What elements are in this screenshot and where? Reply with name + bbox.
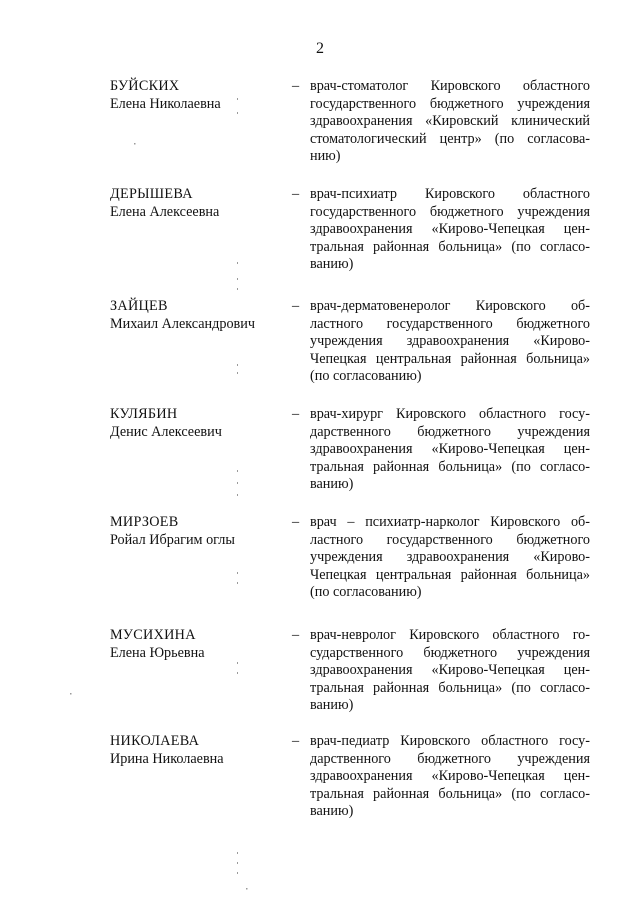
person-name	[110, 514, 280, 549]
dash-separator: –	[292, 406, 300, 422]
dash-separator: –	[292, 298, 300, 314]
position-description: врач-стоматолог Кировского областного государственного бюджетного учреждения здравоохранения «Кировский клинический стоматологический центр» (по согласова-нию)	[310, 78, 590, 164]
surname: ЗАЙЦЕВ	[110, 298, 168, 314]
position-description: врач-психиатр Кировского областного государственного бюджетного учреждения здравоохранения «Кирово-Чепецкая цен-тральная районная больница» (по согласо-ванию)	[310, 186, 590, 272]
person-name	[110, 78, 280, 113]
dash-separator: –	[292, 514, 300, 530]
position-description: врач-хирург Кировского областного госу-дарственного бюджетного учреждения здравоохранения «Кирово-Чепецкая цен-тральная районная больница» (по согласо-ванию)	[310, 406, 590, 492]
given-names: Денис Алексеевич	[110, 423, 222, 440]
surname: МУСИХИНА	[110, 627, 196, 643]
dash-separator: –	[292, 627, 300, 643]
given-names: Михаил Александрович	[110, 315, 255, 332]
given-names: Елена Юрьевна	[110, 644, 205, 661]
position-description: врач – психиатр-нарколог Кировского об-ластного государственного бюджетного учреждения здравоохранения «Кирово-Чепецкая центральная районная больница» (по согласованию)	[310, 514, 590, 600]
person-name	[110, 298, 280, 333]
person-name	[110, 406, 280, 441]
dash-separator: –	[292, 78, 300, 94]
surname: КУЛЯБИН	[110, 406, 178, 422]
page-number: 2	[316, 40, 324, 57]
position-description: врач-педиатр Кировского областного госу-дарственного бюджетного учреждения здравоохранения «Кирово-Чепецкая цен-тральная районная больница» (по согласо-ванию)	[310, 733, 590, 819]
position-description: врач-дерматовенеролог Кировского об-ластного государственного бюджетного учреждения здравоохранения «Кирово-Чепецкая центральная районная больница» (по согласованию)	[310, 298, 590, 384]
surname: МИРЗОЕВ	[110, 514, 179, 530]
person-name	[110, 186, 280, 221]
dash-separator: –	[292, 186, 300, 202]
position-description: врач-невролог Кировского областного го-сударственного бюджетного учреждения здравоохранения «Кирово-Чепецкая цен-тральная районная больница» (по согласо-ванию)	[310, 627, 590, 713]
given-names: Ройал Ибрагим оглы	[110, 531, 235, 548]
given-names: Елена Алексеевна	[110, 203, 220, 220]
given-names: Елена Николаевна	[110, 95, 221, 112]
surname: ДЕРЫШЕВА	[110, 186, 193, 202]
dash-separator: –	[292, 733, 300, 749]
surname: БУЙСКИХ	[110, 78, 180, 94]
given-names: Ирина Николаевна	[110, 750, 224, 767]
surname: НИКОЛАЕВА	[110, 733, 200, 749]
person-name	[110, 733, 280, 768]
person-name	[110, 627, 280, 662]
